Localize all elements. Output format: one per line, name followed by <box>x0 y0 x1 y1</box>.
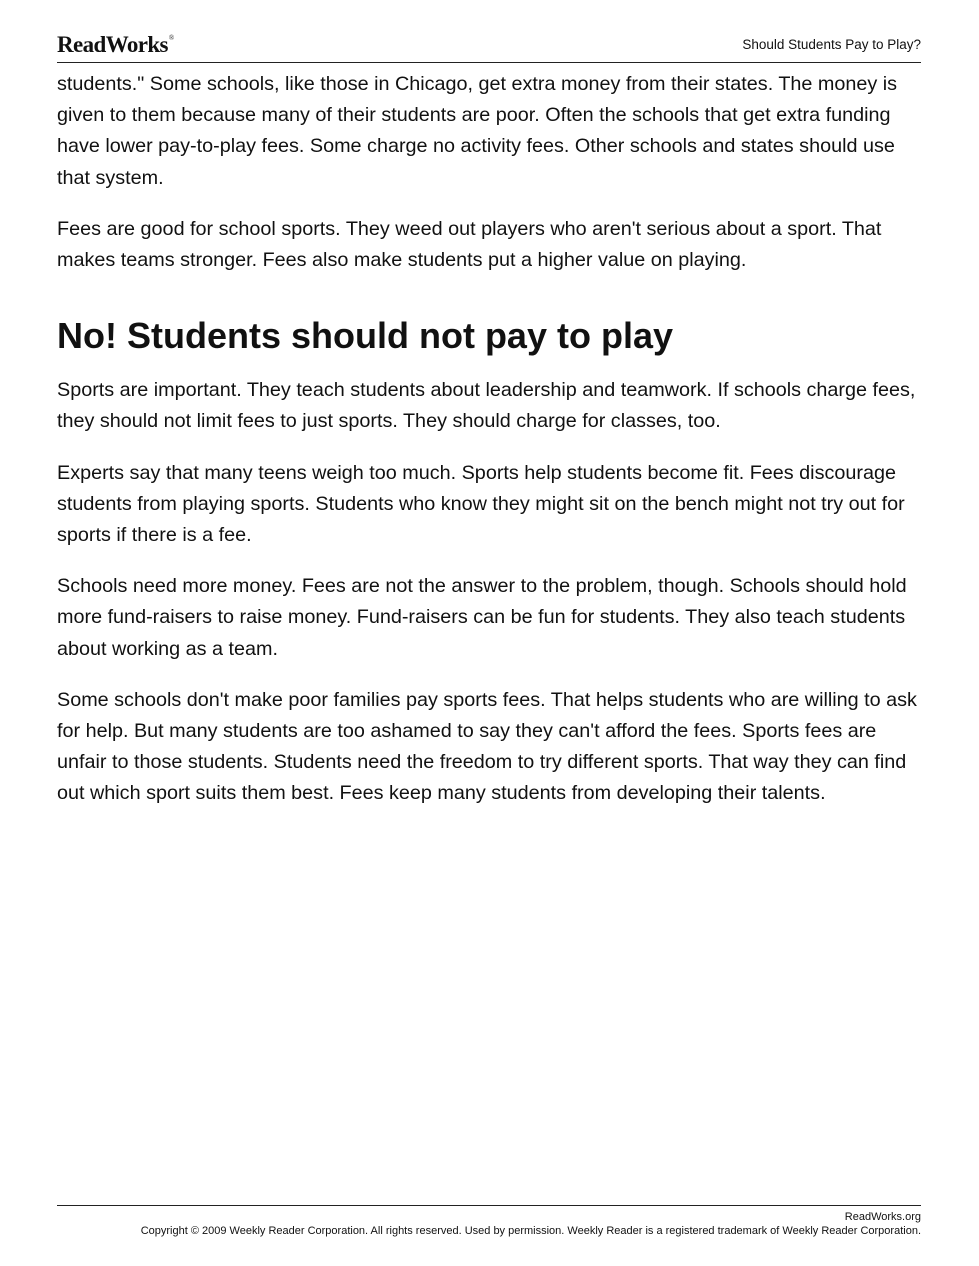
article-body <box>57 69 927 830</box>
footer-copyright: Copyright © 2009 Weekly Reader Corporation. All rights reserved. Used by permission. Weekly Reader is a registered trademark of Weekly Reader Corporation. <box>140 1224 921 1237</box>
page-header <box>57 30 921 63</box>
section-heading: No! Students should not pay to play <box>57 315 673 357</box>
document-title: Should Students Pay to Play? <box>742 37 921 52</box>
footer-site: ReadWorks.org <box>844 1211 921 1223</box>
registered-mark: ® <box>168 34 174 42</box>
paragraph: Fees are good for school sports. They weed out players who aren't serious about a sport. That makes teams stronger. Fees also make students put a higher value on playing. <box>57 217 882 272</box>
paragraph: students." Some schools, like those in Chicago, get extra money from their states. The money is given to them because many of their students are poor. Often the schools that get extra funding have lower pay-to-play fees. Some charge no activity fees. Other schools and states should use that system. <box>57 73 898 189</box>
paragraph: Experts say that many teens weigh too much. Sports help students become fit. Fees discourage students from playing sports. Students who know they might sit on the bench might not try out for sports if there is a fee. <box>57 461 905 547</box>
page-footer <box>57 1205 921 1238</box>
logo-text: ReadWorks <box>57 32 168 57</box>
paragraph: Schools need more money. Fees are not the answer to the problem, though. Schools should hold more fund-raisers to raise money. Fund-raisers can be fun for students. They also teach students about working as a team. <box>57 575 907 660</box>
readworks-logo <box>57 32 174 58</box>
paragraph: Sports are important. They teach students about leadership and teamwork. If schools charge fees, they should not limit fees to just sports. They should charge for classes, too. <box>57 379 916 433</box>
paragraph: Some schools don't make poor families pay sports fees. That helps students who are willing to ask for help. But many students are too ashamed to say they can't afford the fees. Sports fees are unfair to those students. Students need the freedom to try different sports. That way they can find out which sport suits them best. Fees keep many students from developing their talents. <box>57 688 917 805</box>
